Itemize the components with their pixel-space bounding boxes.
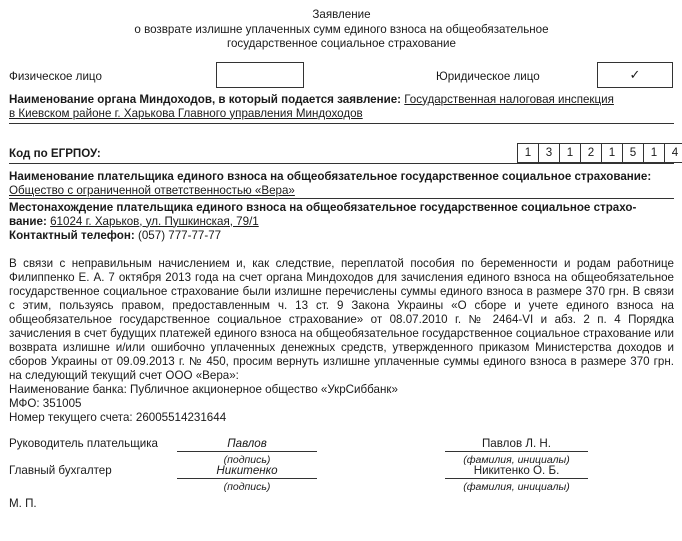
mfo-line: МФО: 351005 xyxy=(9,396,82,410)
payer-name-label: Наименование плательщика единого взноса на общеобязательное государственное социальное страхование: xyxy=(9,169,652,183)
edrpou-digit: 1 xyxy=(601,144,622,162)
physical-person-label: Физическое лицо xyxy=(9,69,102,83)
payer-section xyxy=(9,170,674,243)
stamp-place: М. П. xyxy=(9,496,37,510)
legal-entity-checkbox[interactable]: ✓ xyxy=(597,62,673,88)
entity-type-row xyxy=(9,62,674,88)
head-signature: Павлов xyxy=(177,437,317,452)
document-title xyxy=(9,8,674,52)
payer-name-value: Общество с ограниченной ответственностью «Вера» xyxy=(9,183,295,197)
signatures-section xyxy=(9,437,674,511)
title-line-2: о возврате излишне уплаченных сумм единого взноса на общеобязательное xyxy=(134,22,549,36)
bank-name-line: Наименование банка: Публичное акционерное общество «УкрСиббанк» xyxy=(9,382,398,396)
edrpou-digit: 1 xyxy=(559,144,580,162)
edrpou-digit: 3 xyxy=(538,144,559,162)
payer-phone-label: Контактный телефон: xyxy=(9,228,135,242)
edrpou-digit: 5 xyxy=(622,144,643,162)
physical-person-checkbox[interactable] xyxy=(216,62,304,88)
edrpou-label: Код по ЕГРПОУ: xyxy=(9,146,101,160)
legal-entity-label: Юридическое лицо xyxy=(436,69,540,83)
organ-label: Наименование органа Миндоходов, в который подается заявление: xyxy=(9,92,402,106)
payer-location-label-1: Местонахождение плательщика единого взноса на общеобязательное государственное социальное страхо- xyxy=(9,200,637,214)
head-role: Руководитель плательщика xyxy=(9,436,158,450)
edrpou-digit: 4 xyxy=(664,144,682,162)
organ-value-1: Государственная налоговая инспекция xyxy=(404,92,614,106)
accountant-name: Никитенко О. Б. xyxy=(445,464,588,479)
name-caption: (фамилия, инициалы) xyxy=(463,453,570,466)
edrpou-row xyxy=(9,143,679,165)
body-paragraph: В связи с неправильным начислением и, как следствие, переплатой пособия по беременности и родам работнице Филиппенко Е. А. 7 октября 2013 года на счет органа Миндоходов для зачисления единого взноса на общеобязательное государственное социальное страхование были излишне перечислены суммы единого взноса в размере 370 грн. В связи с этим, пользуясь правом, предоставленным ч. 13 ст. 9 Закона Украины «О сборе и учете единого взноса на общеобязательное государственное социальное страхование» от 08.07.2010 г. № 2464-VI и абз. 2 п. 4 Порядка зачисления в счет будущих платежей единого взноса на общеобязательное государственное социальное страхование или возврата излишне и/или ошибочно уплаченных денежных средств, утвержденного приказом Министерства доходов и сборов Украины от 09.09.2013 г. № 450, просим вернуть излишне уплаченные суммы единого взноса в размере 370 грн. на следующий текущий счет ООО «Вера»: xyxy=(9,256,674,382)
edrpou-digit: 2 xyxy=(580,144,601,162)
organ-value-2: в Киевском районе г. Харькова Главного управления Миндоходов xyxy=(9,106,363,120)
accountant-signature-row xyxy=(9,464,674,516)
title-line-3: государственное социальное страхование xyxy=(227,37,456,50)
edrpou-code-cells xyxy=(517,143,682,163)
payer-phone-value: (057) 777-77-77 xyxy=(137,228,222,242)
account-number-line: Номер текущего счета: 26005514231644 xyxy=(9,410,227,424)
separator xyxy=(9,122,674,124)
edrpou-digit: 1 xyxy=(643,144,664,162)
title-line-1: Заявление xyxy=(312,8,371,21)
name-caption: (фамилия, инициалы) xyxy=(463,480,570,493)
accountant-role: Главный бухгалтер xyxy=(9,463,112,477)
accountant-signature: Никитенко xyxy=(177,464,317,479)
edrpou-digit: 1 xyxy=(524,145,532,159)
application-form xyxy=(9,8,679,511)
payer-location-label-2: вание: xyxy=(9,214,47,228)
signature-caption: (подпись) xyxy=(223,480,271,493)
body-section xyxy=(9,257,674,425)
signature-caption: (подпись) xyxy=(223,453,271,466)
payer-location-value: 61024 г. Харьков, ул. Пушкинская, 79/1 xyxy=(50,214,259,228)
organ-section xyxy=(9,93,674,121)
head-name: Павлов Л. Н. xyxy=(445,437,588,452)
